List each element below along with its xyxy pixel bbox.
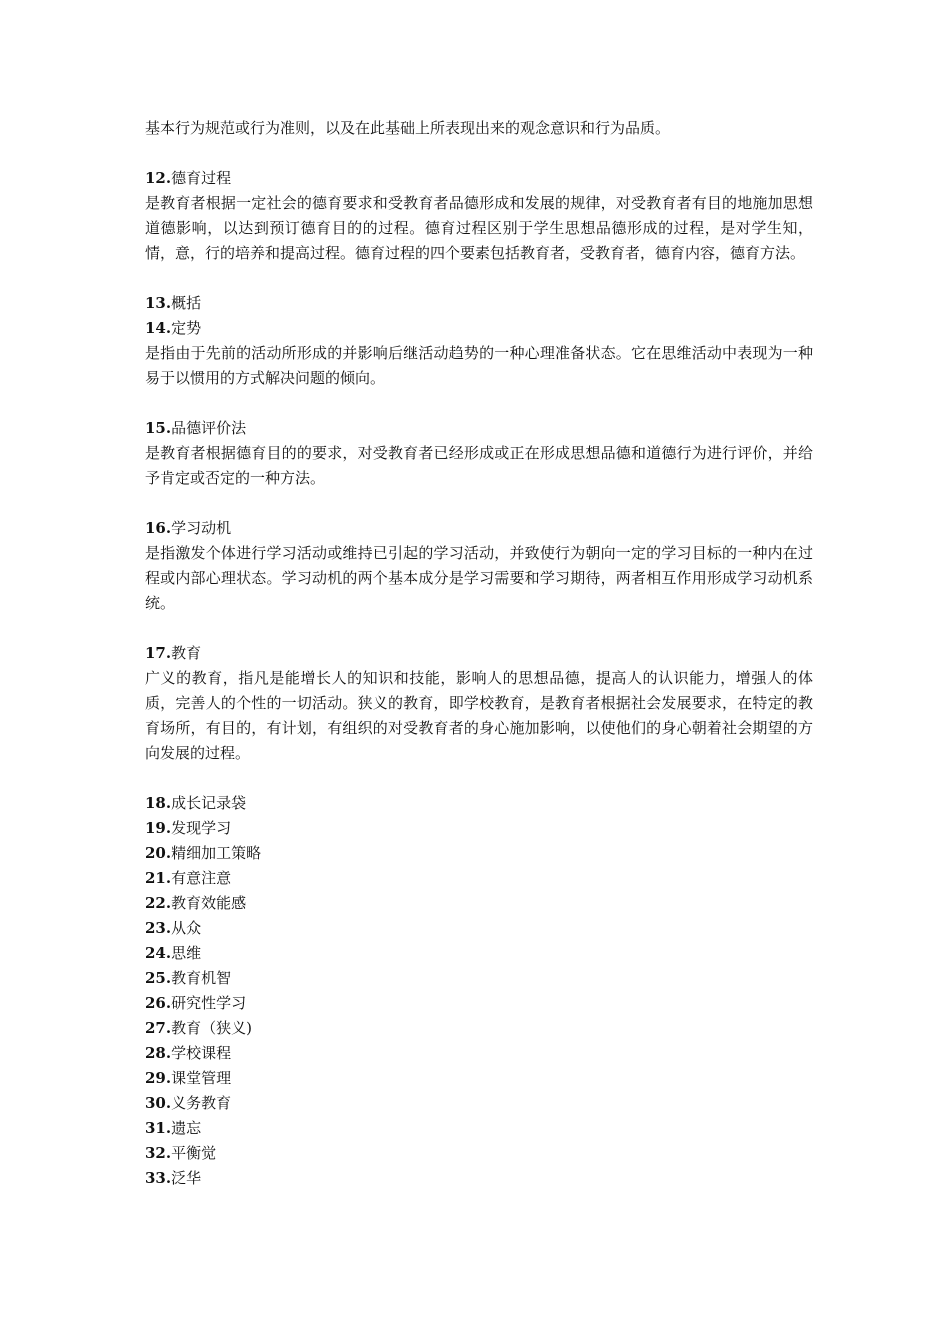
list-item-term: 义务教育 (171, 1094, 232, 1112)
list-item-number: 32. (145, 1144, 172, 1162)
spacer (145, 616, 813, 641)
list-item-number: 26. (145, 994, 172, 1012)
list-item (145, 1141, 813, 1166)
entry-number: 13. (145, 294, 172, 312)
entry-title-15 (145, 416, 813, 441)
entry-term: 学习动机 (171, 519, 232, 537)
entry-definition-16: 是指激发个体进行学习活动或维持已引起的学习活动，并致使行为朝向一定的学习目标的一种内在过程或内部心理状态。学习动机的两个基本成分是学习需要和学习期待，两者相互作用形成学习动机系统。 (145, 544, 813, 612)
entry-term: 概括 (171, 294, 202, 312)
entry-title-14 (145, 316, 813, 341)
list-item (145, 1066, 813, 1091)
list-item (145, 1091, 813, 1116)
list-item-number: 25. (145, 969, 172, 987)
entry-number: 12. (145, 169, 172, 187)
list-item-number: 20. (145, 844, 172, 862)
list-item (145, 891, 813, 916)
spacer (145, 391, 813, 416)
intro-paragraph: 基本行为规范或行为准则，以及在此基础上所表现出来的观念意识和行为品质。 (145, 119, 671, 137)
entry-title-17 (145, 641, 813, 666)
entry-term: 品德评价法 (171, 419, 247, 437)
list-item (145, 966, 813, 991)
list-item-number: 19. (145, 819, 172, 837)
entry-term: 德育过程 (171, 169, 232, 187)
entry-definition-15: 是教育者根据德育目的的要求，对受教育者已经形成或正在形成思想品德和道德行为进行评价，并给予肯定或否定的一种方法。 (145, 444, 813, 487)
list-item-term: 遗忘 (171, 1119, 202, 1137)
list-item-number: 27. (145, 1019, 172, 1037)
list-item-term: 学校课程 (171, 1044, 232, 1062)
entry-number: 14. (145, 319, 172, 337)
list-item-number: 33. (145, 1169, 172, 1187)
list-item-number: 22. (145, 894, 172, 912)
list-item-term: 研究性学习 (171, 994, 247, 1012)
list-item-term: 平衡觉 (171, 1144, 217, 1162)
list-item-term: 教育效能感 (171, 894, 247, 912)
document-page (145, 116, 813, 1191)
list-item (145, 1016, 813, 1041)
list-item (145, 941, 813, 966)
list-item (145, 1041, 813, 1066)
entry-number: 17. (145, 644, 172, 662)
list-item-number: 18. (145, 794, 172, 812)
term-list (145, 791, 813, 1191)
entry-term: 定势 (171, 319, 202, 337)
entry-title-13 (145, 291, 813, 316)
list-item-term: 教育机智 (171, 969, 232, 987)
list-item-term: 有意注意 (171, 869, 232, 887)
spacer (145, 766, 813, 791)
list-item (145, 866, 813, 891)
list-item-term: 泛华 (171, 1169, 202, 1187)
list-item (145, 916, 813, 941)
list-item-number: 23. (145, 919, 172, 937)
list-item-number: 28. (145, 1044, 172, 1062)
entry-definition-12: 是教育者根据一定社会的德育要求和受教育者品德形成和发展的规律，对受教育者有目的地施加思想道德影响，以达到预订德育目的的过程。德育过程区别于学生思想品德形成的过程，是对学生知，情，意，行的培养和提高过程。德育过程的四个要素包括教育者，受教育者，德育内容，德育方法。 (145, 194, 813, 262)
entry-title-12 (145, 166, 813, 191)
list-item (145, 1166, 813, 1191)
entry-title-16 (145, 516, 813, 541)
spacer (145, 491, 813, 516)
list-item-term: 思维 (171, 944, 202, 962)
list-item (145, 991, 813, 1016)
list-item-term: 从众 (171, 919, 202, 937)
list-item (145, 816, 813, 841)
entry-number: 15. (145, 419, 172, 437)
list-item-number: 30. (145, 1094, 172, 1112)
list-item-number: 31. (145, 1119, 172, 1137)
list-item (145, 841, 813, 866)
entry-definition-17: 广义的教育，指凡是能增长人的知识和技能，影响人的思想品德，提高人的认识能力，增强人的体质，完善人的个性的一切活动。狭义的教育，即学校教育，是教育者根据社会发展要求，在特定的教育场所，有目的，有计划，有组织的对受教育者的身心施加影响，以使他们的身心朝着社会期望的方向发展的过程。 (145, 669, 813, 762)
list-item-number: 24. (145, 944, 172, 962)
entry-number: 16. (145, 519, 172, 537)
entry-definition-14: 是指由于先前的活动所形成的并影响后继活动趋势的一种心理准备状态。它在思维活动中表现为一种易于以惯用的方式解决问题的倾向。 (145, 344, 813, 387)
list-item (145, 791, 813, 816)
entry-term: 教育 (171, 644, 202, 662)
list-item-term: 教育（狭义) (171, 1019, 252, 1037)
list-item-number: 21. (145, 869, 172, 887)
list-item (145, 1116, 813, 1141)
list-item-term: 成长记录袋 (171, 794, 247, 812)
list-item-term: 课堂管理 (171, 1069, 232, 1087)
spacer (145, 266, 813, 291)
list-item-term: 精细加工策略 (171, 844, 262, 862)
list-item-term: 发现学习 (171, 819, 232, 837)
spacer (145, 141, 813, 166)
list-item-number: 29. (145, 1069, 172, 1087)
